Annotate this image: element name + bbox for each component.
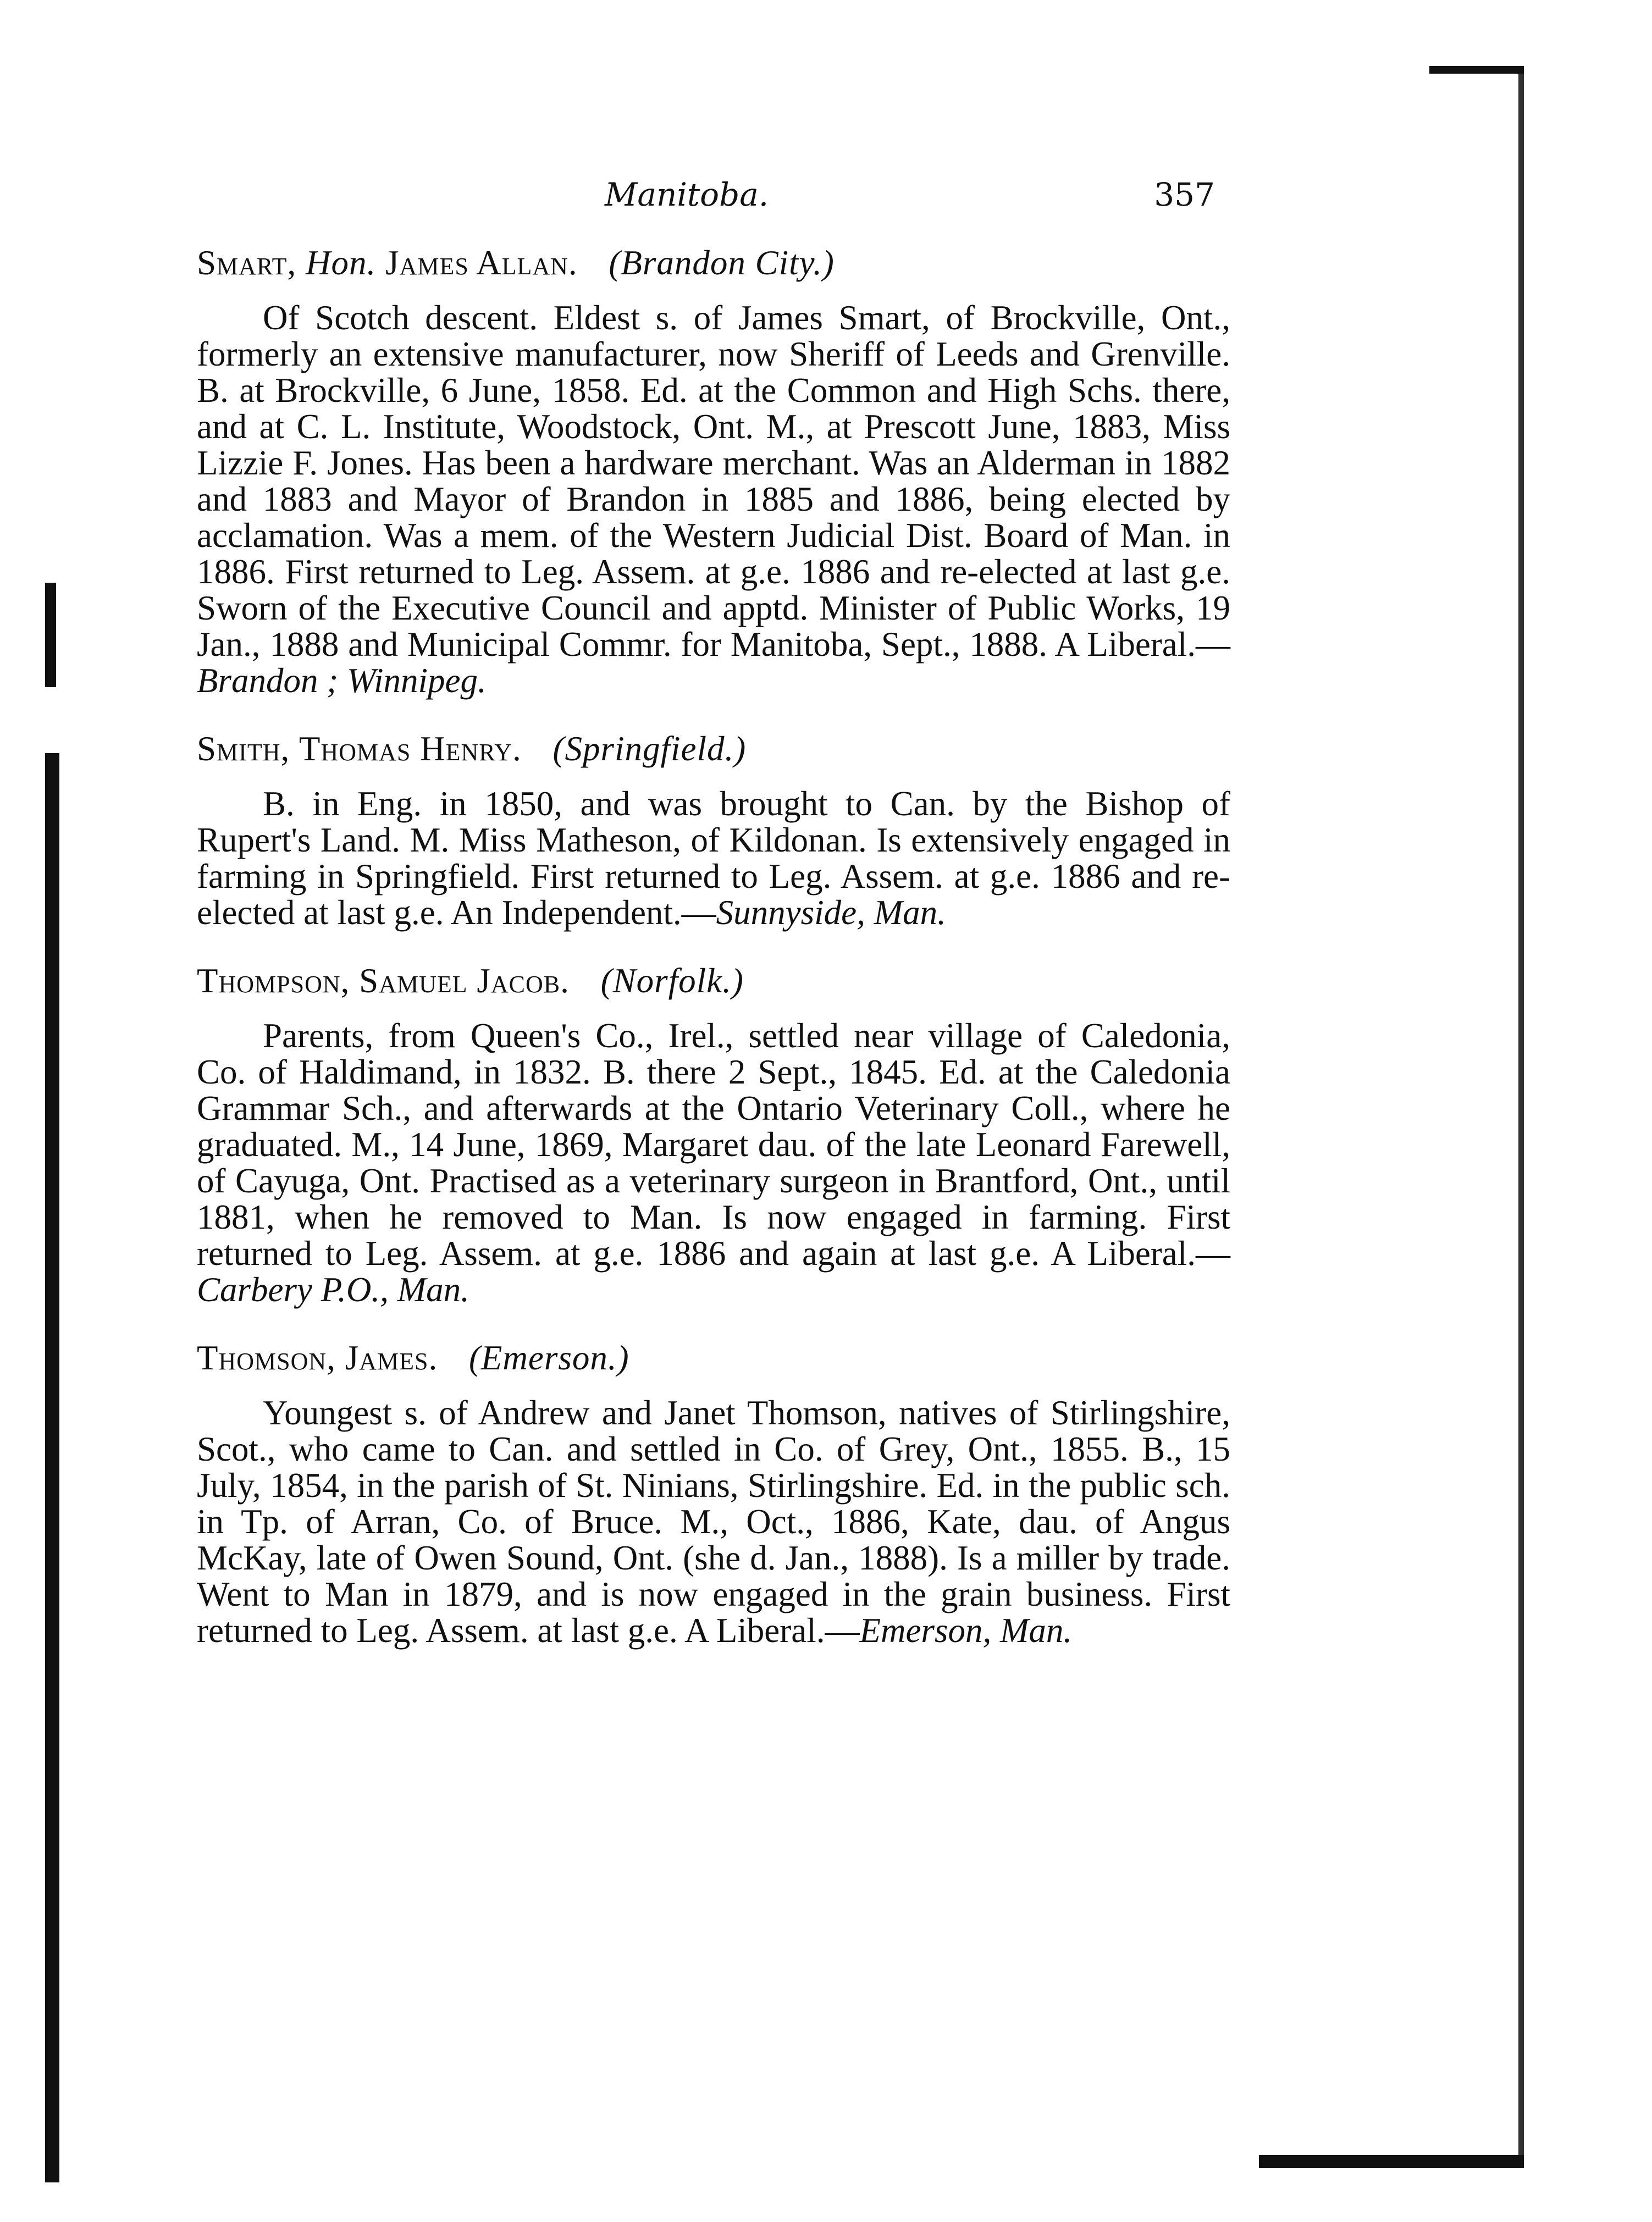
entry-surname: Thompson,: [197, 961, 350, 1000]
entry-body: [197, 786, 1230, 931]
entry-constituency: (Norfolk.): [600, 961, 744, 1000]
entry-body-text: B. in Eng. in 1850, and was brought to Can. by the Bishop of Rupert's Land. M. Miss Matheson, of Kildonan. Is extensively engaged in farming in Springfield. First returned to Leg. Assem. at g.e. 1886 and re-elected at last g.e. An Independent.—: [197, 784, 1230, 932]
entry-thomson: [197, 1340, 1230, 1649]
text-column: [197, 245, 1230, 1681]
entry-surname: Smart,: [197, 244, 297, 282]
entry-body-text: Of Scotch descent. Eldest s. of James Smart, of Brockville, Ont., formerly an extensive manufacturer, now Sheriff of Leeds and Grenville. B. at Brockville, 6 June, 1858. Ed. at the Common and High Schs. there, and at C. L. Institute, Woodstock, Ont. M., at Prescott June, 1883, Miss Lizzie F. Jones. Has been a hardware merchant. Was an Alderman in 1882 and 1883 and Mayor of Brandon in 1885 and 1886, being elected by acclamation. Was a mem. of the Western Judicial Dist. Board of Man. in 1886. First returned to Leg. Assem. at g.e. 1886 and re-elected at last g.e. Sworn of the Executive Council and apptd. Minister of Public Works, 19 Jan., 1888 and Municipal Commr. for Manitoba, Sept., 1888. A Liberal.—: [197, 299, 1230, 664]
entry-address: Emerson, Man.: [859, 1611, 1073, 1650]
entry-body: [197, 1395, 1230, 1649]
scan-corner-bar-top-right: [1429, 66, 1524, 74]
scan-margin-bar-right: [1518, 71, 1524, 2160]
scan-corner-bar-bottom-right: [1259, 2155, 1524, 2168]
entry-address: Brandon ; Winnipeg.: [197, 661, 487, 700]
entry-address: Sunnyside, Man.: [716, 893, 946, 932]
entry-heading: [197, 1340, 1230, 1376]
entry-heading: [197, 731, 1230, 767]
entry-body-text: Youngest s. of Andrew and Janet Thomson, natives of Stirlingshire, Scot., who came to Can. and settled in Co. of Grey, Ont., 1855. B., 15 July, 1854, in the parish of St. Ninians, Stirlingshire. Ed. in the public sch. in Tp. of Arran, Co. of Bruce. M., Oct., 1886, Kate, dau. of Angus McKay, late of Owen Sound, Ont. (she d. Jan., 1888). Is a miller by trade. Went to Man in 1879, and is now engaged in the grain business. First returned to Leg. Assem. at last g.e. A Liberal.—: [197, 1394, 1230, 1650]
entry-body: [197, 300, 1230, 699]
entry-smart: [197, 245, 1230, 699]
entry-given-name: James.: [345, 1339, 438, 1377]
entry-surname: Thomson,: [197, 1339, 336, 1377]
scan-margin-bar-left-upper: [45, 583, 56, 687]
entry-thompson: [197, 963, 1230, 1308]
entry-body-text: Parents, from Queen's Co., Irel., settled near village of Caledonia, Co. of Haldimand, in 1832. B. there 2 Sept., 1845. Ed. at the Caledonia Grammar Sch., and afterwards at the Ontario Veterinary Coll., where he graduated. M., 14 June, 1869, Margaret dau. of the late Leonard Farewell, of Cayuga, Ont. Practised as a veterinary surgeon in Brantford, Ont., until 1881, when he removed to Man. Is now engaged in farming. First returned to Leg. Assem. at g.e. 1886 and again at last g.e. A Liberal.—: [197, 1016, 1230, 1273]
entry-address: Carbery P.O., Man.: [197, 1270, 469, 1309]
page-header: [198, 176, 1215, 225]
entry-surname: Smith,: [197, 729, 290, 768]
entry-heading: [197, 245, 1230, 281]
entry-given-name: James Allan.: [385, 244, 578, 282]
entry-given-name: Thomas Henry.: [299, 729, 522, 768]
page-number: 357: [1154, 176, 1215, 213]
entry-constituency: (Brandon City.): [609, 244, 835, 282]
entry-constituency: (Emerson.): [468, 1339, 629, 1377]
running-title: Manitoba.: [605, 176, 769, 213]
entry-body: [197, 1018, 1230, 1308]
entry-constituency: (Springfield.): [552, 729, 747, 768]
entry-heading: [197, 963, 1230, 999]
entry-smith: [197, 731, 1230, 931]
entry-given-name: Samuel Jacob.: [359, 961, 570, 1000]
scan-margin-bar-left-lower: [45, 753, 59, 2182]
entry-honorific: Hon.: [306, 244, 377, 282]
